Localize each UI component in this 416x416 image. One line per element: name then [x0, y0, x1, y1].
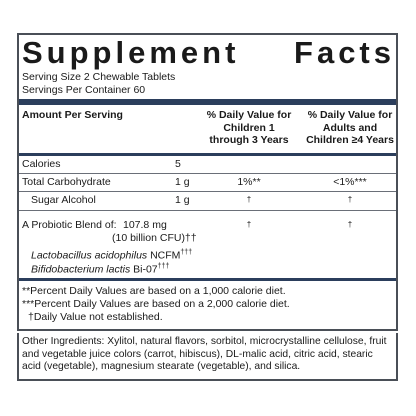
- strain-bifidobacterium-code: Bi-07: [130, 263, 158, 276]
- other-ingredients: Other Ingredients: Xylitol, natural flavors, sorbitol, microcrystalline cellulose, fruit and vegetable juice colors (carrot, hibiscus), DL-malic acid, citric acid, stearic acid (vegetable), magnesium stearate (vegetable), and silica.: [17, 333, 398, 381]
- calories-label: Calories: [22, 158, 61, 170]
- probiotic-dv-children: †: [246, 220, 252, 229]
- probiotic-blend-amount: 107.8 mg: [123, 219, 167, 231]
- row-divider: [19, 173, 396, 174]
- thick-rule: [19, 99, 396, 105]
- row-divider: [19, 210, 396, 211]
- probiotic-blend-cfu: (10 billion CFU)††: [112, 232, 197, 244]
- serving-size: Serving Size 2 Chewable Tablets: [22, 71, 176, 83]
- calories-amount: 5: [175, 158, 181, 170]
- probiotic-blend-label: A Probiotic Blend of:: [22, 219, 117, 231]
- carbohydrate-amount: 1 g: [175, 176, 190, 188]
- strain-lactobacillus-name: Lactobacillus acidophilus: [31, 249, 148, 262]
- carbohydrate-label: Total Carbohydrate: [22, 176, 111, 188]
- header-dv-adults: % Daily Value for Adults and Children ≥4 Years: [306, 109, 394, 146]
- title-word-supplement: Supplement: [22, 35, 240, 70]
- header-amount-per-serving: Amount Per Serving: [22, 109, 123, 121]
- strain-bifidobacterium-name: Bifidobacterium lactis: [31, 263, 131, 276]
- carbohydrate-dv-adults: <1%***: [333, 176, 367, 188]
- strain-bifidobacterium-mark: †††: [157, 263, 170, 270]
- header-rule: [19, 153, 396, 156]
- footnote-2000-calorie: ***Percent Daily Values are based on a 2,000 calorie diet.: [22, 298, 290, 310]
- sugar-alcohol-amount: 1 g: [175, 194, 190, 206]
- strain-bifidobacterium: [31, 260, 169, 277]
- row-divider: [19, 191, 396, 192]
- strain-lactobacillus-mark: †††: [180, 249, 193, 256]
- sugar-alcohol-dv-children: †: [246, 195, 252, 204]
- sugar-alcohol-dv-adults: †: [347, 195, 353, 204]
- servings-per-container: Servings Per Container 60: [22, 84, 146, 96]
- footnote-rule: [19, 278, 396, 281]
- panel-title: [22, 36, 395, 70]
- footnote-1000-calorie: **Percent Daily Values are based on a 1,000 calorie diet.: [22, 285, 286, 297]
- title-word-facts: Facts: [294, 35, 395, 70]
- supplement-facts-panel: [17, 33, 398, 331]
- strain-lactobacillus-code: NCFM: [147, 249, 181, 262]
- sugar-alcohol-label: Sugar Alcohol: [31, 194, 96, 206]
- probiotic-dv-adults: †: [347, 220, 353, 229]
- footnote-dv-not-established: †Daily Value not established.: [28, 311, 163, 323]
- carbohydrate-dv-children: 1%**: [237, 176, 261, 188]
- header-dv-children: % Daily Value for Children 1 through 3 Years: [206, 109, 292, 146]
